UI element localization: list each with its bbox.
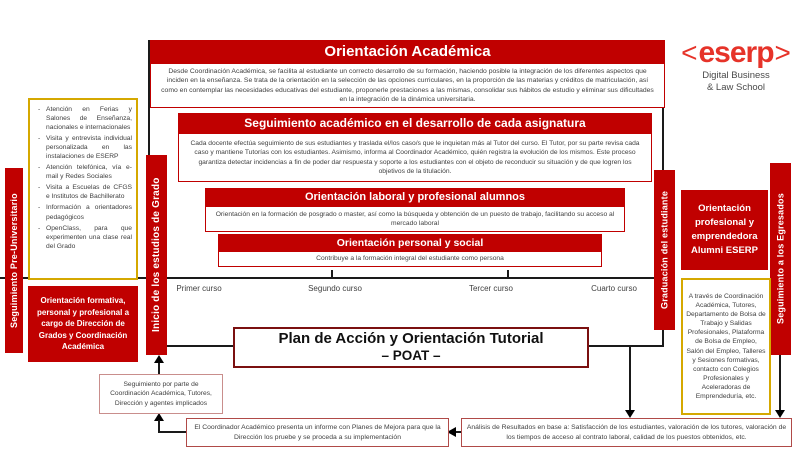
alumni-eserp-box [681,190,768,270]
poat-subtitle: – POAT – [381,348,441,364]
list-item: - OpenClass, para que experimenten una clase real del Grado [46,224,132,251]
orientacion-formativa-box [28,286,138,362]
bar-label: Seguimiento a los Egresados [775,193,786,325]
timeline-label-tercer-curso: Tercer curso [468,284,513,293]
section-orientacion-personal-body [218,251,602,267]
banner-orientacion-academica-body [150,63,665,108]
list-item: - Visita a Escuelas de CFGS e Institutos de Bachillerato [46,183,132,201]
list-item: - Atención en Ferias y Salones de Enseñanza, nacionales e internacionales [46,105,132,132]
section-seguimiento-academico-header [178,113,652,133]
banner-title: Orientación Académica [324,43,491,60]
seguimiento-agentes-text: Seguimiento por parte de Coordinación Académica, Tutores, Dirección y agentes implicados [110,381,212,407]
timeline-label-segundo-curso: Segundo curso [308,284,362,293]
section-orientacion-laboral-header [205,188,625,206]
egresados-channels-text: A través de Coordinación Académica, Tutores, Departamento de Bolsa de Trabajo y Salidas Profesionales, Plataforma de Bolsa de Empleo, Salón del Empleo, Talleres y Sesiones formativas, contacto con Colegios Profesionales y Aceleradoras de Emprendeduría, etc. [686,293,766,400]
section-body-text: Orientación en la formación de posgrado o master, así como la búsqueda y obtención de un puesto de trabajo, facilitando su acceso al mercado laboral [215,210,615,227]
orientacion-formativa-text: Orientación formativa, personal y profesional a cargo de Dirección de Grados y Coordinación Académica [36,296,130,352]
section-orientacion-personal-header [218,234,602,251]
coordinador-informe-box [186,418,449,447]
list-item: - Visita y entrevista individual personalizada en las instalaciones de ESERP [46,134,132,161]
bar-graduacion-estudiante [654,170,675,330]
pre-universitario-actions-list [30,100,136,257]
section-seguimiento-academico-body [178,133,652,182]
section-title: Orientación laboral y profesional alumnos [304,191,526,203]
connector-frame-analisis [629,346,631,410]
bar-label: Inicio de los estudios de Grado [151,177,162,333]
egresados-channels-box [681,278,771,415]
section-title: Orientación personal y social [336,236,484,249]
section-title: Seguimiento académico en el desarrollo de cada asignatura [244,116,586,130]
connector-egresados-analisis [779,355,781,410]
analisis-resultados-box [461,418,792,447]
bar-label: Graduación del estudiante [659,190,670,310]
logo-bracket-left: < [681,37,698,68]
coordinador-informe-text: El Coordinador Académico presenta un informe con Planes de Mejora para que la Dirección los pruebe y se proceda a su implementación [194,424,441,441]
eserp-logo [676,38,796,94]
poat-box [233,327,589,368]
list-item: - Información a orientadores pedagógicos [46,203,132,221]
logo-subtitle-line2: & Law School [706,81,766,93]
arrow-down-into-analisis-right [775,410,785,418]
alumni-eserp-text: Orientación profesional y emprendedora Alumni ESERP [690,202,759,257]
banner-orientacion-academica-header [150,40,665,63]
timeline-tick [331,270,333,279]
analisis-resultados-text: Análisis de Resultados en base a: Satisfacción de los estudiantes, valoración de los tutores, valoración de los tiempos de acceso al contrato laboral, calidad de los puestos obtenidos, etc. [466,424,787,441]
eserp-logo-wordmark-icon [676,38,796,68]
logo-name: eserp [698,36,774,69]
arrow-up-into-inicio-bar [154,355,164,363]
bar-seguimiento-egresados [770,163,791,355]
section-body-text: Cada docente efectúa seguimiento de sus estudiantes y traslada el/los caso/s que le inquietan más al Tutor del curso. El Tutor, por su parte revisa cada caso y mantiene Tutorías con los estudiantes. Asimismo, informa al Coordinador Académico, quién registra la evolución de los mismos. Este proceso garantiza detectar incidencias a fin de poder dar respuesta y soporte a los estudiantes con el objeto de reconducir su situación y de que logren los objetivos de la titulación. [190,140,640,175]
arrow-down-into-analisis-left [625,410,635,418]
seguimiento-agentes-box [99,374,223,414]
timeline-label-primer-curso: Primer curso [176,284,222,293]
bar-label: Seguimiento Pre-Universitario [9,193,19,328]
bar-seguimiento-pre-universitario [5,168,23,353]
timeline-label-cuarto-curso: Cuarto curso [591,284,637,293]
poat-title: Plan de Acción y Orientación Tutorial [278,330,544,348]
logo-bracket-right: > [774,37,791,68]
list-item: - Atención telefónica, vía e-mail y Redes Sociales [46,163,132,181]
connector-coordinador-seguimiento-h [158,431,187,433]
logo-subtitle-line1: Digital Business [702,70,770,81]
pre-universitario-actions-box [28,98,138,280]
bar-inicio-estudios-grado [146,155,167,355]
section-body-text: Contribuye a la formación integral del estudiante como persona [316,255,504,263]
timeline-tick [507,270,509,279]
banner-body-text: Desde Coordinación Académica, se facilita al estudiante un correcto desarrollo de su formación, haciendo posible la integración de los diferentes aspectos que inciden en la enseñanza. Se trata de la orientación en la selección de las opciones curriculares, en la proporción de las materias y créditos de matriculación, así como en contemplar las necesidades educativas del estudiante, proponerle prestaciones a las mismas, consolidar sus hábitos de estudio y eliminar sus dificultades en la integración de la dinámica universitaria. [161,68,654,103]
section-orientacion-laboral-body [205,206,625,232]
